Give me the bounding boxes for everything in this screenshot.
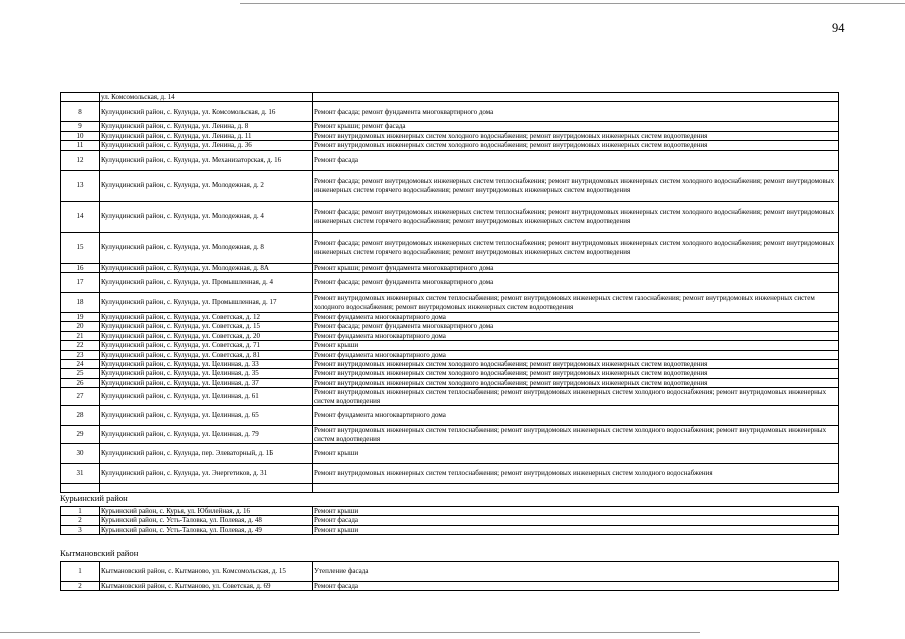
table-row (61, 406, 839, 426)
table-row (61, 378, 839, 387)
table-row (61, 369, 839, 378)
row-work: Ремонт внутридомовых инженерных систем холодного водоснабжения; ремонт внутридомовых инженерных систем водоотведения (313, 131, 839, 140)
row-address: Кулундинский район, с. Кулунда, ул. Ленина, д. 36 (100, 141, 313, 150)
table-row (61, 360, 839, 369)
table-row (61, 463, 839, 483)
table-row (61, 122, 839, 131)
row-number: 8 (61, 102, 100, 122)
row-work: Ремонт внутридомовых инженерных систем теплоснабжения; ремонт внутридомовых инженерных систем холодного водоснабжения (313, 463, 839, 483)
row-work: Ремонт фундамента многоквартирного дома (313, 406, 839, 426)
row-work: Ремонт фасада; ремонт фундамента многоквартирного дома (313, 102, 839, 122)
row-work (313, 93, 839, 102)
table-row (61, 293, 839, 313)
works-table-kulunda (60, 92, 839, 493)
row-number: 22 (61, 341, 100, 350)
row-work: Ремонт внутридомовых инженерных систем холодного водоснабжения; ремонт внутридомовых инженерных систем водоотведения (313, 378, 839, 387)
scan-edge-bottom (0, 632, 700, 633)
row-number: 20 (61, 322, 100, 331)
row-address: Кулундинский район, с. Кулунда, ул. Промышленная, д. 17 (100, 293, 313, 313)
table-row (61, 443, 839, 463)
table-row (61, 426, 839, 444)
table-row (61, 232, 839, 263)
works-table-kurya (60, 506, 839, 535)
row-address: Кулундинский район, с. Кулунда, ул. Целинная, д. 37 (100, 378, 313, 387)
row-address: Кулундинский район, с. Кулунда, ул. Целинная, д. 65 (100, 406, 313, 426)
row-work: Ремонт внутридомовых инженерных систем холодного водоснабжения; ремонт внутридомовых инженерных систем водоотведения (313, 141, 839, 150)
row-address: Курьинский район, с. Усть-Таловка, ул. Полевая, д. 48 (100, 516, 313, 525)
table-row (61, 388, 839, 406)
row-work: Ремонт внутридомовых инженерных систем теплоснабжения; ремонт внутридомовых инженерных систем холодного водоснабжения; ремонт внутридомовых инженерных систем водоотведения (313, 426, 839, 444)
table-row (61, 201, 839, 232)
row-address: Кулундинский район, с. Кулунда, ул. Энергетиков, д. 31 (100, 463, 313, 483)
row-work: Ремонт фасада (313, 150, 839, 170)
row-work: Ремонт внутридомовых инженерных систем холодного водоснабжения; ремонт внутридомовых инженерных систем водоотведения (313, 360, 839, 369)
row-address: Кытмановский район, с. Кытманово, ул. Комсомольская, д. 15 (100, 562, 313, 582)
table-row (61, 170, 839, 201)
table-row (61, 562, 839, 582)
row-number: 12 (61, 150, 100, 170)
row-number: 9 (61, 122, 100, 131)
row-number: 30 (61, 443, 100, 463)
table-row (61, 263, 839, 272)
row-address: Кулундинский район, с. Кулунда, ул. Молодежная, д. 4 (100, 201, 313, 232)
row-number: 31 (61, 463, 100, 483)
row-address: Курьинский район, с. Усть-Таловка, ул. Полевая, д. 49 (100, 525, 313, 534)
row-number: 28 (61, 406, 100, 426)
table-row (61, 313, 839, 322)
row-address: Кулундинский район, с. Кулунда, ул. Комсомольская, д. 16 (100, 102, 313, 122)
row-number: 2 (61, 582, 100, 591)
row-number: 24 (61, 360, 100, 369)
row-number: 16 (61, 263, 100, 272)
row-number: 2 (61, 516, 100, 525)
row-address: Кулундинский район, с. Кулунда, пер. Элеваторный, д. 1Б (100, 443, 313, 463)
row-address: Кулундинский район, с. Кулунда, ул. Целинная, д. 61 (100, 388, 313, 406)
row-number: 10 (61, 131, 100, 140)
row-work: Ремонт фасада (313, 516, 839, 525)
table-row (61, 331, 839, 340)
row-address: Кулундинский район, с. Кулунда, ул. Советская, д. 20 (100, 331, 313, 340)
row-address: Кулундинский район, с. Кулунда, ул. Целинная, д. 79 (100, 426, 313, 444)
row-work: Ремонт фасада; ремонт внутридомовых инженерных систем теплоснабжения; ремонт внутридомовых инженерных систем холодного водоснабжения; ремонт внутридомовых инженерных систем горячего водоснабжения; ремонт внутридомовых инженерных систем водоотведения (313, 201, 839, 232)
table-row (61, 507, 839, 516)
row-work: Ремонт внутридомовых инженерных систем холодного водоснабжения; ремонт внутридомовых инженерных систем водоотведения (313, 369, 839, 378)
row-address: Кулундинский район, с. Кулунда, ул. Советская, д. 81 (100, 350, 313, 359)
works-table-kytmanovo (60, 561, 839, 591)
row-address: Кулундинский район, с. Кулунда, ул. Ленина, д. 11 (100, 131, 313, 140)
row-address: Кулундинский район, с. Кулунда, ул. Целинная, д. 33 (100, 360, 313, 369)
row-work: Ремонт крыши (313, 525, 839, 534)
row-work: Ремонт крыши (313, 507, 839, 516)
row-number: 1 (61, 562, 100, 582)
district-heading-kytmanovo: Кытмановский район (60, 548, 139, 558)
table-row (61, 102, 839, 122)
row-address: Курьинский район, с. Курья, ул. Юбилейная, д. 16 (100, 507, 313, 516)
table-row (61, 131, 839, 140)
table-row (61, 322, 839, 331)
row-address: Кулундинский район, с. Кулунда, ул. Целинная, д. 35 (100, 369, 313, 378)
row-number: 1 (61, 507, 100, 516)
table-row (61, 141, 839, 150)
row-address: ул. Комсомольская, д. 14 (100, 93, 313, 102)
row-work: Ремонт внутридомовых инженерных систем теплоснабжения; ремонт внутридомовых инженерных систем газоснабжения; ремонт внутридомовых инженерных систем холодного водоснабжения; ремонт внутридомовых инженерных систем водоотведения (313, 293, 839, 313)
table-row (61, 341, 839, 350)
row-number: 15 (61, 232, 100, 263)
row-number: 18 (61, 293, 100, 313)
row-number: 21 (61, 331, 100, 340)
row-address: Кулундинский район, с. Кулунда, ул. Молодежная, д. 2 (100, 170, 313, 201)
row-work: Ремонт фасада; ремонт внутридомовых инженерных систем теплоснабжения; ремонт внутридомовых инженерных систем холодного водоснабжения; ремонт внутридомовых инженерных систем горячего водоснабжения; ремонт внутридомовых инженерных систем водоотведения (313, 232, 839, 263)
row-work: Утепление фасада (313, 562, 839, 582)
row-number: 23 (61, 350, 100, 359)
scan-edge-top (240, 3, 905, 4)
table-row (61, 483, 839, 492)
row-number: 25 (61, 369, 100, 378)
table-row (61, 525, 839, 534)
row-work: Ремонт фундамента многоквартирного дома (313, 313, 839, 322)
table-row (61, 350, 839, 359)
row-work: Ремонт фасада; ремонт фундамента многоквартирного дома (313, 322, 839, 331)
row-address: Кулундинский район, с. Кулунда, ул. Советская, д. 15 (100, 322, 313, 331)
row-work: Ремонт фасада; ремонт фундамента многоквартирного дома (313, 273, 839, 293)
row-address: Кулундинский район, с. Кулунда, ул. Молодежная, д. 8А (100, 263, 313, 272)
row-work: Ремонт фундамента многоквартирного дома (313, 350, 839, 359)
row-address: Кулундинский район, с. Кулунда, ул. Советская, д. 71 (100, 341, 313, 350)
page-number: 94 (832, 21, 845, 35)
row-number: 14 (61, 201, 100, 232)
row-work: Ремонт крыши (313, 443, 839, 463)
row-work: Ремонт фасада (313, 582, 839, 591)
row-work: Ремонт внутридомовых инженерных систем теплоснабжения; ремонт внутридомовых инженерных систем холодного водоснабжения; ремонт внутридомовых инженерных систем водоотведения (313, 388, 839, 406)
row-work: Ремонт крыши (313, 341, 839, 350)
row-address: Кулундинский район, с. Кулунда, ул. Механизаторская, д. 16 (100, 150, 313, 170)
district-heading-kurya: Курьинский район (60, 493, 128, 503)
row-work: Ремонт фасада; ремонт внутридомовых инженерных систем теплоснабжения; ремонт внутридомовых инженерных систем холодного водоснабжения; ремонт внутридомовых инженерных систем горячего водоснабжения; ремонт внутридомовых инженерных систем водоотведения (313, 170, 839, 201)
row-address: Кулундинский район, с. Кулунда, ул. Промышленная, д. 4 (100, 273, 313, 293)
row-number: 29 (61, 426, 100, 444)
row-address: Кулундинский район, с. Кулунда, ул. Советская, д. 12 (100, 313, 313, 322)
table-row (61, 93, 839, 102)
table-row (61, 516, 839, 525)
row-number: 27 (61, 388, 100, 406)
row-number: 3 (61, 525, 100, 534)
row-work: Ремонт фундамента многоквартирного дома (313, 331, 839, 340)
row-number: 19 (61, 313, 100, 322)
row-number (61, 483, 100, 492)
row-work (313, 483, 839, 492)
row-address: Кулундинский район, с. Кулунда, ул. Молодежная, д. 8 (100, 232, 313, 263)
table-row (61, 273, 839, 293)
table-row (61, 582, 839, 591)
row-number: 26 (61, 378, 100, 387)
row-number: 13 (61, 170, 100, 201)
row-address: Кулундинский район, с. Кулунда, ул. Ленина, д. 8 (100, 122, 313, 131)
row-address (100, 483, 313, 492)
row-number: 17 (61, 273, 100, 293)
row-number: 11 (61, 141, 100, 150)
row-number (61, 93, 100, 102)
row-address: Кытмановский район, с. Кытманово, ул. Советская, д. 69 (100, 582, 313, 591)
row-work: Ремонт крыши; ремонт фундамента многоквартирного дома (313, 263, 839, 272)
row-work: Ремонт крыши; ремонт фасада (313, 122, 839, 131)
table-row (61, 150, 839, 170)
